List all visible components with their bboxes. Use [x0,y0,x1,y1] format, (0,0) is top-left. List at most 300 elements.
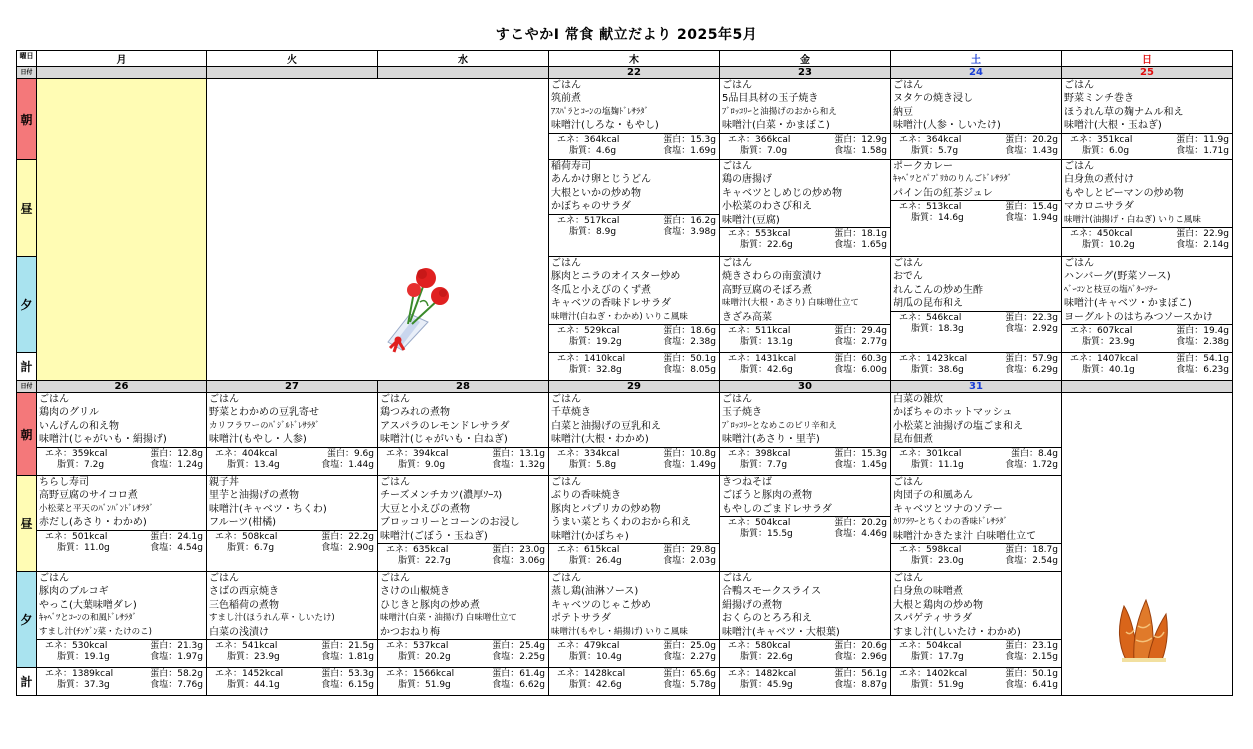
salt-value: 食塩：1.69g [663,145,716,156]
dish-item: 白身魚の味噌煮 [893,586,963,598]
salt-value: 食塩：6.15g [321,680,374,690]
dish-item: 味噌汁(じゃがいも・白ねぎ) [380,434,508,446]
dish-list [207,476,377,530]
fat-value: 脂質：13.4g [227,459,280,470]
fat-value: 脂質：38.6g [911,365,964,375]
protein-value: 蛋白：10.8g [663,448,716,459]
energy-value: エネ：359kcal [45,448,108,459]
dish-item: ポテトサラダ [551,613,611,625]
fat-value: 脂質：15.5g [740,529,793,540]
dish-item: すまし汁(ﾁﾝｹﾞﾝ菜・たけのこ) [39,626,152,637]
salt-value: 食塩：2.25g [492,652,545,663]
salt-value: 食塩：4.54g [150,542,203,553]
dish-item: 大根と鶏肉の炒め物 [893,599,983,611]
salt-value: 食塩：1.44g [321,459,374,470]
nutrition-summary [720,133,890,157]
total-cell [720,353,891,381]
dish-list [378,572,548,639]
nutrition-summary [720,639,890,663]
energy-value: エネ：398kcal [728,448,791,459]
dish-item: 味噌汁(白菜・油揚げ) 白味噌仕立て [380,613,517,624]
salt-value: 食塩：1.81g [321,652,374,663]
meal-label-total: 計 [17,353,37,381]
energy-value: エネ：394kcal [386,448,449,459]
dish-item: 味噌汁(キャベツ・ちくわ) [209,503,327,515]
date-cell: 24 [891,67,1062,79]
weekday-5: 土 [891,51,1062,67]
meal-cell-dinner [549,257,720,353]
date-cell: 31 [891,381,1062,393]
fat-value: 脂質：6.7g [227,542,275,553]
dish-item: もやしとピーマンの炒め物 [1064,187,1184,199]
weekday-corner-label: 曜日 [17,51,37,67]
fat-value: 脂質：7.7g [740,459,788,470]
nutrition-summary [207,447,377,471]
dish-item: カリフラワーのﾊﾞｼﾞﾙﾄﾞﾚｻﾗﾀﾞ [209,420,320,431]
dish-item: 味噌汁(あさり・里芋) [722,434,820,446]
date-cell: 30 [720,381,891,393]
meal-cell-dinner [37,572,207,668]
energy-value: エネ：1566kcal [386,669,455,679]
fat-value: 脂質：32.8g [569,365,622,375]
nutrition-summary [891,639,1061,663]
dish-item: ほうれん草の麹ナムル和え [1064,106,1184,118]
dish-list [1062,79,1232,133]
dish-item: キャベツとしめじの炒め物 [722,187,842,199]
meal-cell-breakfast [1062,79,1233,160]
salt-value: 食塩：1.97g [150,652,203,663]
salt-value: 食塩：3.98g [663,226,716,237]
dish-item: マカロニサラダ [1064,201,1134,213]
dish-list [891,572,1061,639]
nutrition-summary [549,324,719,348]
meal-cell-lunch [720,476,891,572]
salt-value: 食塩：1.72g [1005,459,1058,470]
dish-item: ぶりの香味焼き [551,490,621,502]
dish-item: ごはん [380,477,410,488]
date-cell: 28 [378,381,549,393]
dish-item: ごはん [722,80,752,91]
protein-value: 蛋白：13.1g [492,448,545,459]
nutrition-summary [720,324,890,348]
dish-item: かぼちゃのホットマッシュ [893,407,1013,419]
fat-value: 脂質：7.2g [57,459,105,470]
dish-item: さけの山椒焼き [380,586,450,598]
dish-item: ヌタケの焼き浸し [893,93,973,105]
fat-value: 脂質：13.1g [740,337,793,348]
protein-value: 蛋白：54.1g [1176,354,1229,364]
fat-value: 脂質：5.7g [911,145,959,156]
dish-item: 鶏つみれの煮物 [380,407,450,419]
week2-total-row [17,668,1233,696]
dish-item: 味噌汁(豆腐) [722,214,780,226]
dish-item: ごはん [551,573,581,584]
dish-item: 胡瓜の昆布和え [893,298,963,310]
protein-value: 蛋白：50.1g [663,354,716,364]
fat-value: 脂質：7.0g [740,145,788,156]
dish-item: 昆布佃煮 [893,434,933,446]
salt-value: 食塩：6.00g [834,365,887,375]
dish-item: ごはん [893,573,923,584]
dish-item: ﾍﾞｰｺﾝと枝豆の塩ﾊﾞﾀｰｿﾃｰ [1064,284,1158,295]
dish-item: 鶏の唐揚げ [722,174,772,186]
dish-list [720,393,890,447]
meal-cell-breakfast [207,393,378,476]
fat-value: 脂質：4.6g [569,145,617,156]
dish-list [891,476,1061,543]
dish-item: 絹揚げの煮物 [722,599,782,611]
meal-cell-dinner [1062,257,1233,353]
dish-item: おでん [893,271,923,283]
meal-cell-breakfast [891,393,1062,476]
meal-cell-dinner [378,572,549,668]
energy-value: エネ：1431kcal [728,354,797,364]
protein-value: 蛋白：12.8g [150,448,203,459]
dish-item: 味噌汁(大根・玉ねぎ) [1064,120,1162,132]
dish-item: 野菜とわかめの豆乳寄せ [209,407,319,419]
dish-list [720,160,890,227]
week2-date-row [17,381,1233,393]
dish-item: 味噌汁(しろな・もやし) [551,120,659,132]
total-cell [549,668,720,696]
meal-cell-dinner [720,257,891,353]
nutrition-summary [378,447,548,471]
fat-value: 脂質：40.1g [1082,365,1135,375]
dish-item: きつねそば [722,477,772,488]
dish-item: ごはん [893,80,923,91]
nutrition-summary [891,543,1061,567]
dish-item: ごぼうと豚肉の煮物 [722,490,812,502]
energy-value: エネ：364kcal [557,134,620,145]
dish-list [891,257,1061,311]
salt-value: 食塩：2.15g [1005,652,1058,663]
meal-cell-lunch [549,476,720,572]
nutrition-summary [720,227,890,251]
dish-item: 焼きさわらの南蛮漬け [722,271,822,283]
empty-cell-mon [37,79,207,381]
protein-value: 蛋白：57.9g [1005,354,1058,364]
salt-value: 食塩：2.90g [321,542,374,553]
dish-list [207,393,377,447]
page-title: すこやかⅠ 常食 献立だより 2025年5月 [495,27,758,43]
protein-value: 蛋白：22.9g [1176,229,1229,240]
dish-item: ごはん [551,80,581,91]
protein-value: 蛋白：11.9g [1176,134,1229,145]
dish-list [549,160,719,214]
dish-item: さばの西京焼き [209,586,279,598]
energy-value: エネ：366kcal [728,134,791,145]
total-cell [37,668,207,696]
total-cell [207,668,378,696]
energy-value: エネ：537kcal [386,641,449,652]
fat-value: 脂質：19.1g [57,652,110,663]
nutrition-summary [1062,324,1232,348]
dish-item: 白菜と油揚げの豆乳和え [551,420,661,432]
weekday-3: 木 [549,51,720,67]
dish-item: アスパラのレモンドレサラダ [380,420,510,432]
meal-cell-lunch [37,476,207,572]
energy-value: エネ：364kcal [899,134,962,145]
salt-value: 食塩：6.23g [1176,365,1229,375]
total-cell [891,668,1062,696]
meal-label-lunch: 昼 [17,476,37,572]
dish-item: ごはん [39,573,69,584]
nutrition-summary [549,214,719,238]
salt-value: 食塩：2.38g [663,337,716,348]
dish-item: 白菜の浅漬け [209,626,269,638]
weekday-2: 水 [378,51,549,67]
dish-item: 肉団子の和風あん [893,490,973,502]
dish-item: 鶏肉のグリル [39,407,99,419]
dish-list [720,79,890,133]
dish-item: やっこ(大葉味噌ダレ) [39,599,137,611]
nutrition-summary [1062,227,1232,251]
carnation-bouquet-icon [380,262,460,354]
dish-item: 三色稲荷の煮物 [209,599,279,611]
protein-value: 蛋白：22.2g [321,531,374,542]
protein-value: 蛋白：56.1g [834,669,887,679]
dish-item: キャベツの香味ドレサラダ [551,298,671,310]
protein-value: 蛋白：18.1g [834,229,887,240]
dish-list [37,476,206,530]
meal-cell-breakfast [549,393,720,476]
dish-item: 味噌汁(油揚げ・白ねぎ) いりこ風味 [1064,214,1201,225]
energy-value: エネ：351kcal [1070,134,1133,145]
dish-item: ごはん [209,573,239,584]
dish-item: 味噌汁(もやし・絹揚げ) いりこ風味 [551,626,688,637]
energy-value: エネ：1410kcal [557,354,626,364]
protein-value: 蛋白：29.4g [834,326,887,337]
meal-cell-lunch [891,476,1062,572]
protein-value: 蛋白：58.2g [150,669,203,679]
salt-value: 食塩：2.92g [1005,323,1058,334]
dish-list [549,572,719,639]
protein-value: 蛋白：65.6g [663,669,716,679]
dish-item: ごはん [722,573,752,584]
protein-value: 蛋白：25.4g [492,641,545,652]
dish-item: 大豆と小えびの煮物 [380,503,470,515]
dish-item: ごはん [1064,80,1094,91]
energy-value: エネ：404kcal [215,448,278,459]
dish-item: キャベツのじゃこ炒め [551,599,651,611]
protein-value: 蛋白：29.8g [663,545,716,556]
date-cell: 23 [720,67,891,79]
nutrition-summary [378,639,548,663]
energy-value: エネ：1389kcal [45,669,114,679]
meal-cell-lunch [1062,160,1233,257]
protein-value: 蛋白：21.5g [321,641,374,652]
dish-item: ごはん [551,394,581,405]
meal-cell-lunch [549,160,720,257]
dish-item: 納豆 [893,106,913,118]
dish-item: 蒸し鶏(油淋ソース) [551,586,639,598]
fat-value: 脂質：11.1g [911,459,964,470]
salt-value: 食塩：4.46g [834,529,887,540]
salt-value: 食塩：2.27g [663,652,716,663]
dish-item: ひじきと豚肉の炒め煮 [380,599,480,611]
protein-value: 蛋白：18.6g [663,326,716,337]
dish-item: 千草焼き [551,407,591,419]
fat-value: 脂質：22.7g [398,556,451,567]
salt-value: 食塩：8.87g [834,680,887,690]
dish-item: ブロッコリーとコーンのお浸し [380,517,520,529]
dish-item: 味噌汁(もやし・人参) [209,434,307,446]
protein-value: 蛋白：15.3g [834,448,887,459]
energy-value: エネ：1402kcal [899,669,968,679]
nutrition-summary [720,516,890,540]
meal-cell-lunch [378,476,549,572]
salt-value: 食塩：1.71g [1176,145,1229,156]
fat-value: 脂質：17.7g [911,652,964,663]
dish-item: ｷｬﾍﾞﾂとｺｰﾝの和風ﾄﾞﾚｻﾗﾀﾞ [39,613,137,624]
salt-value: 食塩：2.77g [834,337,887,348]
dish-item: 里芋と油揚げの煮物 [209,490,299,502]
dish-item: 小松菜と平天のﾊﾞﾝﾊﾞﾝﾄﾞﾚｻﾗﾀﾞ [39,503,154,514]
dish-item: ごはん [380,394,410,405]
meal-label-dinner: 夕 [17,257,37,353]
dish-item: ごはん [893,258,923,269]
meal-label-lunch: 昼 [17,160,37,257]
dish-item: すまし汁(ほうれん草・しいたけ) [209,613,335,624]
nutrition-summary [549,447,719,471]
dish-item: ヨーグルトのはちみつソースかけ [1064,311,1213,323]
nutrition-summary [549,543,719,567]
protein-value: 蛋白：23.0g [492,545,545,556]
energy-value: エネ：598kcal [899,545,962,556]
fat-value: 脂質：14.6g [911,213,964,224]
energy-value: エネ：1407kcal [1070,354,1139,364]
fat-value: 脂質：11.0g [57,542,110,553]
dish-item: 親子丼 [209,477,239,488]
date-label: 日付 [17,381,37,393]
nutrition-summary [891,311,1061,335]
empty-cell-tue-wed [207,79,549,381]
dish-item: 玉子焼き [722,407,762,419]
dish-item: 味噌汁(キャベツ・大根葉) [722,626,840,638]
nutrition-summary [37,530,206,554]
dish-item: ごはん [722,258,752,269]
dish-list [378,393,548,447]
dish-item: 高野豆腐のサイコロ煮 [39,490,138,502]
meal-cell-dinner [720,572,891,668]
nutrition-summary [549,639,719,663]
fat-value: 脂質：5.8g [569,459,617,470]
meal-cell-breakfast [37,393,207,476]
nutrition-summary [207,639,377,663]
dish-item: 味噌汁(ごぼう・玉ねぎ) [380,530,488,542]
dish-item: ごはん [893,477,923,488]
dish-item: 冬瓜と小えびのくず煮 [551,284,651,296]
nutrition-summary [891,133,1061,157]
week2-dinner-row [17,572,1233,668]
dish-item: 白身魚の煮付け [1064,174,1134,186]
dish-item: もやしのごまドレサラダ [722,503,832,515]
salt-value: 食塩：1.24g [150,459,203,470]
fat-value: 脂質：42.6g [569,680,622,690]
protein-value: 蛋白：21.3g [150,641,203,652]
nutrition-summary [207,530,377,554]
salt-value: 食塩：7.76g [150,680,203,690]
salt-value: 食塩：1.65g [834,240,887,251]
dish-list [37,572,206,639]
dish-list [720,572,890,639]
dish-item: ﾌﾞﾛｯｺﾘｰとなめこのピリ辛和え [722,420,837,431]
energy-value: エネ：541kcal [215,641,278,652]
dish-item: 味噌汁(じゃがいも・絹揚げ) [39,434,167,446]
salt-value: 食塩：2.03g [663,556,716,567]
dish-item: あんかけ卵とじうどん [551,174,651,186]
nutrition-summary [1062,133,1232,157]
salt-value: 食塩：1.58g [834,145,887,156]
fat-value: 脂質：44.1g [227,680,280,690]
dish-item: ごはん [551,258,581,269]
energy-value: エネ：301kcal [899,448,962,459]
date-cell: 22 [549,67,720,79]
meal-label-dinner: 夕 [17,572,37,668]
dish-item: かつおねり梅 [380,626,440,638]
dish-item: 野菜ミンチ巻き [1064,93,1134,105]
fat-value: 脂質：8.9g [569,226,617,237]
fat-value: 脂質：10.4g [569,652,622,663]
weekday-6: 日 [1062,51,1233,67]
protein-value: 蛋白：61.4g [492,669,545,679]
protein-value: 蛋白：15.4g [1005,202,1058,213]
salt-value: 食塩：1.32g [492,459,545,470]
nutrition-summary [549,133,719,157]
fat-value: 脂質：42.6g [740,365,793,375]
dish-item: 味噌汁(大根・あさり) 白味噌仕立て [722,298,859,309]
meal-cell-lunch [891,160,1062,257]
salt-value: 食塩：5.78g [663,680,716,690]
dish-item: ｱｽﾊﾟﾗとｺｰﾝの塩麹ﾄﾞﾚｻﾗﾀﾞ [551,106,649,117]
fat-value: 脂質：45.9g [740,680,793,690]
date-label: 日付 [17,67,37,79]
dish-item: フルーツ(柑橘) [209,517,277,529]
fat-value: 脂質：19.2g [569,337,622,348]
fat-value: 脂質：22.6g [740,240,793,251]
energy-value: エネ：615kcal [557,545,620,556]
dish-item: ごはん [209,394,239,405]
dish-list [37,393,206,447]
meal-cell-breakfast [378,393,549,476]
dish-item: 小松菜と油揚げの塩ごま和え [893,420,1023,432]
weekday-1: 火 [207,51,378,67]
energy-value: エネ：580kcal [728,641,791,652]
salt-value: 食塩：6.41g [1005,680,1058,690]
dish-item: 味噌汁かきたま汁 白味噌仕立て [893,530,1037,542]
date-cell: 29 [549,381,720,393]
dish-item: 豚肉とパプリカの炒め物 [551,503,661,515]
dish-item: 高野豆腐のそぼろ煮 [722,284,812,296]
dish-item: キャベツとツナのソテー [893,503,1003,515]
fat-value: 脂質：26.4g [569,556,622,567]
salt-value: 食塩：2.54g [1005,556,1058,567]
dish-item: 豚肉とニラのオイスター炒め [551,271,681,283]
salt-value: 食塩：1.43g [1005,145,1058,156]
salt-value: 食塩：2.14g [1176,240,1229,251]
meal-cell-dinner [549,572,720,668]
dish-item: 合鴨スモークスライス [722,586,822,598]
energy-value: エネ：501kcal [45,531,108,542]
total-cell [891,353,1062,381]
meal-cell-breakfast [549,79,720,160]
protein-value: 蛋白：20.2g [834,518,887,529]
menu-table [16,50,1233,696]
energy-value: エネ：529kcal [557,326,620,337]
fat-value: 脂質：51.9g [911,680,964,690]
energy-value: エネ：504kcal [899,641,962,652]
week2-lunch-row [17,476,1233,572]
